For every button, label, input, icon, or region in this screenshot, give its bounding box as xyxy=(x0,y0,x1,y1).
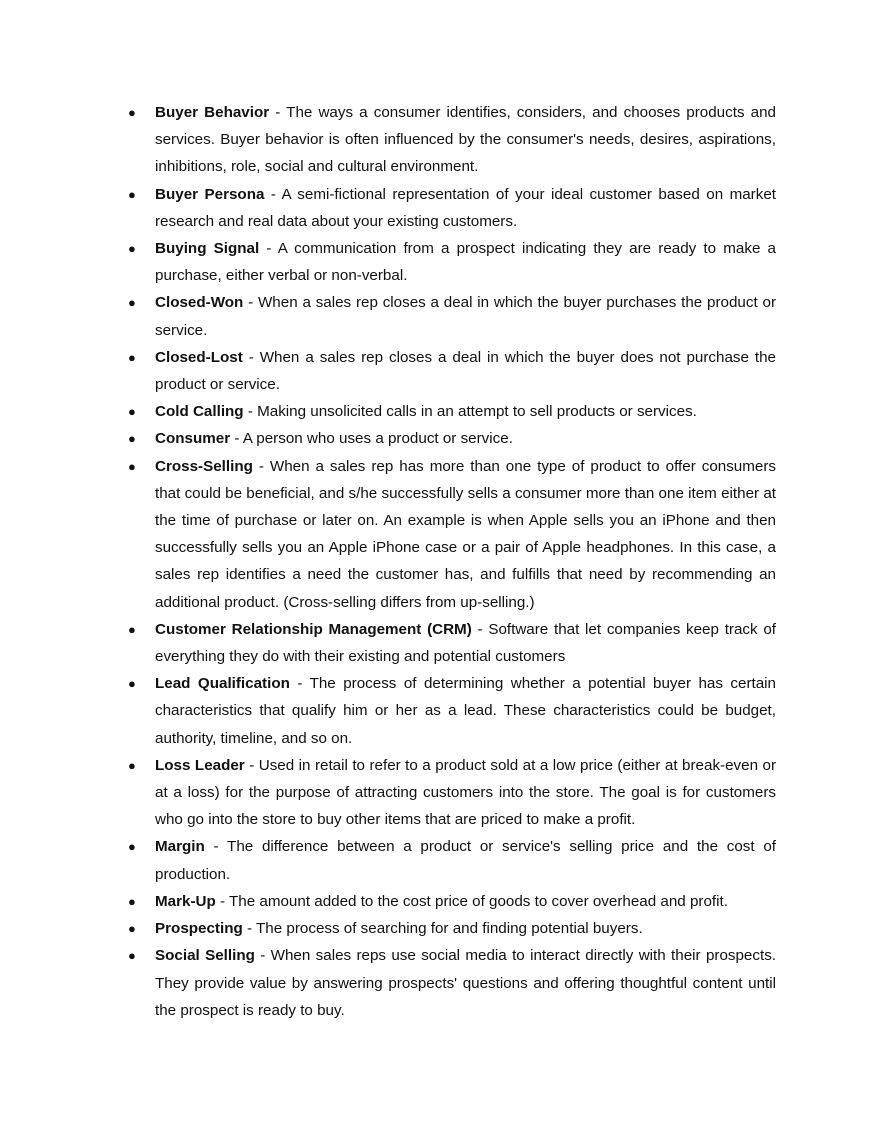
glossary-definition: - The process of searching for and finding potential buyers. xyxy=(242,920,643,938)
bullet-icon: ● xyxy=(128,757,136,773)
glossary-definition: - The ways a consumer identifies, considers, and chooses products and services. Buyer behavior is often influenced by the consumer's needs, desires, aspirations, inhibitions, role, social and cultural environment. xyxy=(155,104,776,176)
glossary-term: Buyer Behavior xyxy=(155,104,270,121)
bullet-icon: ● xyxy=(128,458,136,474)
bullet-icon: ● xyxy=(128,839,136,855)
glossary-item xyxy=(128,425,776,452)
glossary-term: Prospecting xyxy=(155,920,243,938)
glossary-item xyxy=(128,181,776,235)
glossary-term: Mark-Up xyxy=(155,892,216,910)
bullet-icon: ● xyxy=(128,404,136,420)
glossary-item xyxy=(128,752,776,834)
glossary-item xyxy=(128,235,776,289)
glossary-definition: - When a sales rep has more than one type of product to offer consumers that could be beneficial, and s/he successfully sells a consumer more than one item either at the time of purchase or later on. An example is when Apple sells you an iPhone and then successfully sells you an Apple iPhone case or a pair of Apple headphones. In this case, a sales rep identifies a need the customer has, and fulfills that need by recommending an additional product. (Cross-selling differs from up-selling.) xyxy=(155,457,776,611)
glossary-item xyxy=(128,99,776,181)
bullet-icon: ● xyxy=(128,921,136,937)
glossary-definition: - Software that let companies keep track of everything they do with their existing and potential customers xyxy=(155,620,777,666)
glossary-item xyxy=(128,616,776,670)
bullet-icon: ● xyxy=(128,893,136,909)
glossary-definition: - A semi-fictional representation of your ideal customer based on market research and real data about your existing customers. xyxy=(155,185,776,230)
bullet-icon: ● xyxy=(128,621,136,637)
glossary-term: Cross-Selling xyxy=(155,457,253,475)
glossary-item xyxy=(128,289,776,343)
glossary-item xyxy=(128,888,776,915)
bullet-icon: ● xyxy=(128,948,136,964)
glossary-term: Customer Relationship Management (CRM) xyxy=(155,620,472,638)
bullet-icon: ● xyxy=(128,676,136,692)
glossary-item xyxy=(128,670,776,752)
glossary-definition: - When a sales rep closes a deal in which the buyer purchases the product or service. xyxy=(155,294,776,339)
glossary-definition: - When a sales rep closes a deal in which the buyer does not purchase the product or service. xyxy=(155,348,776,394)
glossary-term: Buying Signal xyxy=(155,240,260,258)
glossary-item xyxy=(128,344,776,398)
glossary-definition: - The difference between a product or service's selling price and the cost of production. xyxy=(155,838,776,883)
glossary-item xyxy=(128,398,776,425)
glossary-term: Social Selling xyxy=(155,947,255,965)
glossary-term: Buyer Persona xyxy=(155,185,265,203)
glossary-list xyxy=(128,99,776,1024)
glossary-definition: - The process of determining whether a potential buyer has certain characteristics that qualify him or her as a lead. These characteristics could be budget, authority, timeline, and so on. xyxy=(155,675,776,747)
bullet-icon: ● xyxy=(128,295,136,311)
glossary-definition: - Making unsolicited calls in an attempt to sell products or services. xyxy=(243,403,697,421)
glossary-item xyxy=(128,915,776,942)
glossary-term: Consumer xyxy=(155,430,231,448)
glossary-item xyxy=(128,453,776,616)
bullet-icon: ● xyxy=(128,241,136,257)
glossary-term: Margin xyxy=(155,838,205,856)
glossary-term: Closed-Lost xyxy=(155,348,243,366)
glossary-item xyxy=(128,833,776,887)
bullet-icon: ● xyxy=(128,349,136,365)
glossary-definition: - The amount added to the cost price of goods to cover overhead and profit. xyxy=(215,892,728,910)
glossary-term: Loss Leader xyxy=(155,756,245,774)
bullet-icon: ● xyxy=(128,186,136,202)
glossary-term: Lead Qualification xyxy=(155,675,290,693)
glossary-term: Closed-Won xyxy=(155,294,244,312)
glossary-definition: - A communication from a prospect indicating they are ready to make a purchase, either verbal or non-verbal. xyxy=(155,240,776,285)
glossary-definition: - A person who uses a product or service. xyxy=(230,430,513,448)
bullet-icon: ● xyxy=(128,431,136,447)
glossary-term: Cold Calling xyxy=(155,403,244,421)
glossary-definition: - When sales reps use social media to interact directly with their prospects. They provide value by answering prospects' questions and offering thoughtful content until the prospect is ready to buy. xyxy=(155,947,777,1019)
bullet-icon: ● xyxy=(128,105,136,120)
glossary-item xyxy=(128,942,776,1024)
glossary-definition: - Used in retail to refer to a product sold at a low price (either at break-even or at a loss) for the purpose of attracting customers into the store. The goal is for customers who go into the store to buy other items that are priced to make a profit. xyxy=(155,756,776,829)
